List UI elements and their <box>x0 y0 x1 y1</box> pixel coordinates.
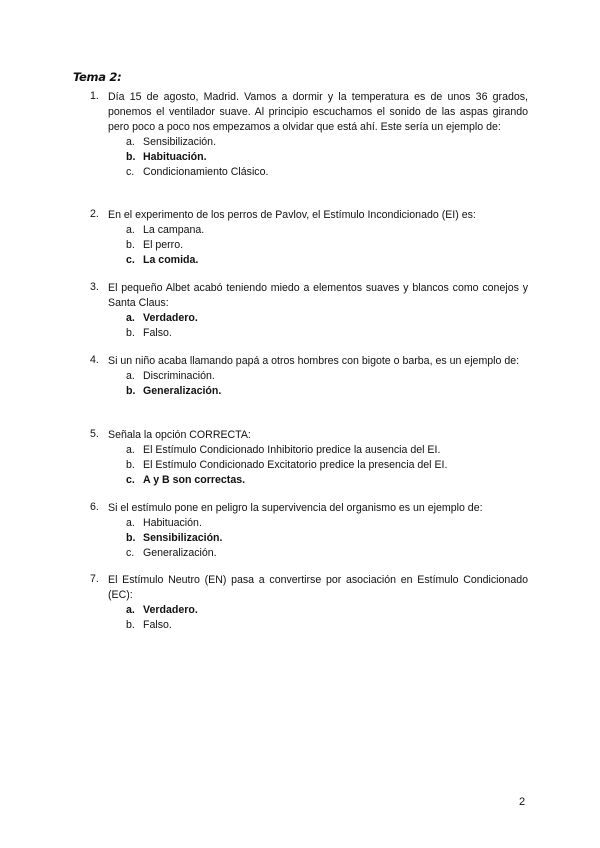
question-7 <box>90 573 528 633</box>
option-letter: b. <box>126 459 135 471</box>
option-b-correct <box>126 531 528 546</box>
question-number: 3. <box>90 281 99 293</box>
option-a <box>126 443 528 458</box>
option-text: Sensibilización. <box>143 532 223 544</box>
option-text: Verdadero. <box>143 312 198 324</box>
question-text: El pequeño Albet acabó teniendo miedo a elementos suaves y blancos como conejos y Santa Claus: <box>108 282 528 309</box>
option-b <box>126 618 528 633</box>
option-a-correct <box>126 311 528 326</box>
option-text: Generalización. <box>143 547 217 559</box>
option-letter: a. <box>126 136 135 148</box>
question-3 <box>90 281 528 341</box>
question-2 <box>90 208 528 268</box>
options-list <box>126 311 528 341</box>
option-c-correct <box>126 253 528 268</box>
question-text: El Estímulo Neutro (EN) pasa a convertirse por asociación en Estímulo Condicionado (EC): <box>108 574 528 601</box>
option-letter: c. <box>126 474 135 486</box>
option-b-correct <box>126 384 528 399</box>
option-text: Falso. <box>143 619 172 631</box>
option-letter: a. <box>126 370 135 382</box>
question-text: En el experimento de los perros de Pavlov, el Estímulo Incondicionado (EI) es: <box>108 209 476 221</box>
option-c <box>126 546 528 561</box>
question-text: Si el estímulo pone en peligro la supervivencia del organismo es un ejemplo de: <box>108 502 483 514</box>
question-text: Día 15 de agosto, Madrid. Vamos a dormir y la temperatura es de unos 36 grados, ponemos el ventilador suave. Al principio escuchamos el sonido de las aspas girando pero poco a poco nos empezamos a olvidar que está ahí. Este sería un ejemplo de: <box>108 91 528 133</box>
option-c-correct <box>126 473 528 488</box>
options-list <box>126 443 528 488</box>
question-number: 6. <box>90 501 99 513</box>
option-a <box>126 516 528 531</box>
option-text: La campana. <box>143 224 205 236</box>
option-letter: c. <box>126 166 135 178</box>
option-letter: a. <box>126 444 135 456</box>
option-a <box>126 369 528 384</box>
option-c <box>126 165 528 180</box>
option-text: Discriminación. <box>143 370 215 382</box>
option-b <box>126 238 528 253</box>
option-letter: a. <box>126 312 135 324</box>
option-text: Verdadero. <box>143 604 198 616</box>
option-text: Falso. <box>143 327 172 339</box>
option-letter: b. <box>126 385 136 397</box>
option-text: El perro. <box>143 239 184 251</box>
options-list <box>126 135 528 180</box>
option-letter: b. <box>126 151 136 163</box>
question-number: 7. <box>90 573 99 585</box>
option-letter: a. <box>126 517 135 529</box>
option-text: El Estímulo Condicionado Excitatorio predice la presencia del EI. <box>143 459 448 471</box>
option-letter: c. <box>126 547 135 559</box>
question-number: 5. <box>90 428 99 440</box>
option-letter: a. <box>126 604 135 616</box>
option-text: Habituación. <box>143 151 207 163</box>
options-list <box>126 603 528 633</box>
option-text: El Estímulo Condicionado Inhibitorio predice la ausencia del EI. <box>143 444 441 456</box>
question-number: 1. <box>90 90 99 102</box>
option-letter: b. <box>126 327 135 339</box>
option-text: Habituación. <box>143 517 202 529</box>
option-b <box>126 458 528 473</box>
question-text: Señala la opción CORRECTA: <box>108 429 251 441</box>
option-a-correct <box>126 603 528 618</box>
option-b-correct <box>126 150 528 165</box>
question-number: 4. <box>90 354 99 366</box>
option-b <box>126 326 528 341</box>
option-letter: a. <box>126 224 135 236</box>
option-letter: b. <box>126 619 135 631</box>
options-list <box>126 516 528 561</box>
question-text: Si un niño acaba llamando papá a otros hombres con bigote o barba, es un ejemplo de: <box>108 355 520 367</box>
option-a <box>126 135 528 150</box>
option-text: Condicionamiento Clásico. <box>143 166 269 178</box>
options-list <box>126 369 528 399</box>
page-number: 2 <box>519 796 526 808</box>
option-text: Sensibilización. <box>143 136 217 148</box>
question-4 <box>90 354 528 399</box>
question-number: 2. <box>90 208 99 220</box>
question-1 <box>90 90 528 180</box>
option-letter: c. <box>126 254 135 266</box>
option-a <box>126 223 528 238</box>
option-letter: b. <box>126 239 135 251</box>
option-text: La comida. <box>143 254 199 266</box>
option-letter: b. <box>126 532 136 544</box>
option-text: Generalización. <box>143 385 222 397</box>
question-5 <box>90 428 528 488</box>
question-6 <box>90 501 528 561</box>
options-list <box>126 223 528 268</box>
option-text: A y B son correctas. <box>143 474 246 486</box>
page-title: Tema 2: <box>73 70 122 84</box>
